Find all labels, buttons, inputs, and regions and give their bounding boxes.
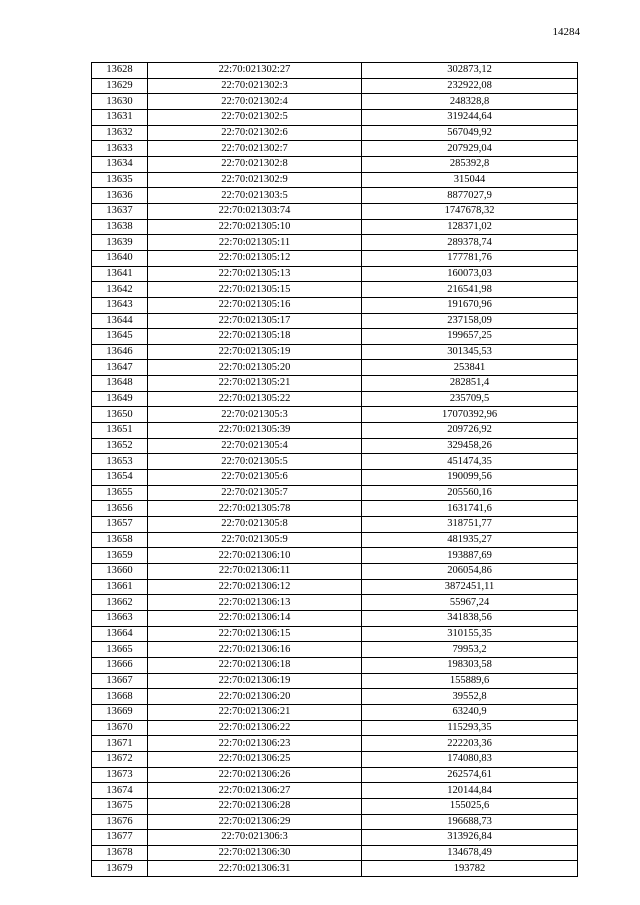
value-cell: 198303,58 (362, 657, 578, 673)
cadastral-number-cell: 22:70:021306:19 (148, 673, 362, 689)
row-number-cell: 13664 (92, 626, 148, 642)
row-number-cell: 13678 (92, 845, 148, 861)
row-number-cell: 13630 (92, 94, 148, 110)
cadastral-number-cell: 22:70:021306:18 (148, 657, 362, 673)
row-number-cell: 13659 (92, 548, 148, 564)
cadastral-number-cell: 22:70:021302:4 (148, 94, 362, 110)
table-row (92, 360, 578, 376)
value-cell: 289378,74 (362, 235, 578, 251)
value-cell: 193887,69 (362, 548, 578, 564)
row-number-cell: 13651 (92, 423, 148, 439)
cadastral-number-cell: 22:70:021305:19 (148, 344, 362, 360)
cadastral-number-cell: 22:70:021302:5 (148, 109, 362, 125)
value-cell: 193782 (362, 861, 578, 877)
cadastral-number-cell: 22:70:021305:5 (148, 454, 362, 470)
cadastral-number-cell: 22:70:021306:27 (148, 783, 362, 799)
value-cell: 1631741,6 (362, 501, 578, 517)
row-number-cell: 13676 (92, 814, 148, 830)
row-number-cell: 13649 (92, 391, 148, 407)
table-row (92, 626, 578, 642)
value-cell: 216541,98 (362, 282, 578, 298)
row-number-cell: 13634 (92, 156, 148, 172)
table-row (92, 595, 578, 611)
row-number-cell: 13679 (92, 861, 148, 877)
cadastral-number-cell: 22:70:021302:27 (148, 63, 362, 79)
cadastral-number-cell: 22:70:021305:8 (148, 517, 362, 533)
page-number: 14284 (552, 26, 580, 38)
table-row (92, 736, 578, 752)
table-row (92, 94, 578, 110)
value-cell: 120144,84 (362, 783, 578, 799)
table-row (92, 830, 578, 846)
table-row (92, 845, 578, 861)
cadastral-number-cell: 22:70:021305:6 (148, 470, 362, 486)
row-number-cell: 13629 (92, 78, 148, 94)
table-row (92, 250, 578, 266)
table-row (92, 423, 578, 439)
table-row (92, 689, 578, 705)
cadastral-number-cell: 22:70:021305:4 (148, 438, 362, 454)
row-number-cell: 13636 (92, 188, 148, 204)
cadastral-number-cell: 22:70:021306:28 (148, 798, 362, 814)
cadastral-number-cell: 22:70:021302:9 (148, 172, 362, 188)
row-number-cell: 13670 (92, 720, 148, 736)
cadastral-number-cell: 22:70:021305:78 (148, 501, 362, 517)
row-number-cell: 13665 (92, 642, 148, 658)
table-row (92, 798, 578, 814)
row-number-cell: 13644 (92, 313, 148, 329)
value-cell: 1747678,32 (362, 203, 578, 219)
value-cell: 329458,26 (362, 438, 578, 454)
row-number-cell: 13663 (92, 610, 148, 626)
value-cell: 209726,92 (362, 423, 578, 439)
cadastral-number-cell: 22:70:021302:8 (148, 156, 362, 172)
value-cell: 285392,8 (362, 156, 578, 172)
value-cell: 79953,2 (362, 642, 578, 658)
value-cell: 262574,61 (362, 767, 578, 783)
value-cell: 301345,53 (362, 344, 578, 360)
row-number-cell: 13638 (92, 219, 148, 235)
cadastral-number-cell: 22:70:021303:5 (148, 188, 362, 204)
row-number-cell: 13668 (92, 689, 148, 705)
row-number-cell: 13658 (92, 532, 148, 548)
row-number-cell: 13660 (92, 564, 148, 580)
table-row (92, 219, 578, 235)
value-cell: 8877027,9 (362, 188, 578, 204)
value-cell: 160073,03 (362, 266, 578, 282)
value-cell: 315044 (362, 172, 578, 188)
cadastral-number-cell: 22:70:021306:3 (148, 830, 362, 846)
row-number-cell: 13654 (92, 470, 148, 486)
row-number-cell: 13628 (92, 63, 148, 79)
table-row (92, 172, 578, 188)
row-number-cell: 13635 (92, 172, 148, 188)
row-number-cell: 13643 (92, 297, 148, 313)
row-number-cell: 13657 (92, 517, 148, 533)
table-row (92, 78, 578, 94)
cadastral-number-cell: 22:70:021305:22 (148, 391, 362, 407)
cadastral-number-cell: 22:70:021306:11 (148, 564, 362, 580)
cadastral-number-cell: 22:70:021305:39 (148, 423, 362, 439)
value-cell: 17070392,96 (362, 407, 578, 423)
row-number-cell: 13673 (92, 767, 148, 783)
value-cell: 341838,56 (362, 610, 578, 626)
value-cell: 237158,09 (362, 313, 578, 329)
value-cell: 253841 (362, 360, 578, 376)
cadastral-number-cell: 22:70:021303:74 (148, 203, 362, 219)
table-row (92, 861, 578, 877)
cadastral-number-cell: 22:70:021305:9 (148, 532, 362, 548)
cadastral-number-cell: 22:70:021305:21 (148, 376, 362, 392)
cadastral-number-cell: 22:70:021306:14 (148, 610, 362, 626)
row-number-cell: 13672 (92, 751, 148, 767)
table-row (92, 610, 578, 626)
row-number-cell: 13656 (92, 501, 148, 517)
cadastral-number-cell: 22:70:021306:13 (148, 595, 362, 611)
value-cell: 190099,56 (362, 470, 578, 486)
cadastral-number-cell: 22:70:021305:13 (148, 266, 362, 282)
table-row (92, 235, 578, 251)
value-cell: 196688,73 (362, 814, 578, 830)
table-row (92, 109, 578, 125)
table-row (92, 704, 578, 720)
table-row (92, 313, 578, 329)
row-number-cell: 13674 (92, 783, 148, 799)
row-number-cell: 13648 (92, 376, 148, 392)
table-row (92, 156, 578, 172)
value-cell: 155889,6 (362, 673, 578, 689)
table-row (92, 767, 578, 783)
row-number-cell: 13646 (92, 344, 148, 360)
table-row (92, 344, 578, 360)
value-cell: 567049,92 (362, 125, 578, 141)
row-number-cell: 13632 (92, 125, 148, 141)
table-row (92, 282, 578, 298)
table-row (92, 657, 578, 673)
value-cell: 318751,77 (362, 517, 578, 533)
data-table (91, 62, 578, 877)
cadastral-number-cell: 22:70:021305:11 (148, 235, 362, 251)
table-body (92, 63, 578, 877)
cadastral-number-cell: 22:70:021305:17 (148, 313, 362, 329)
cadastral-number-cell: 22:70:021306:31 (148, 861, 362, 877)
value-cell: 39552,8 (362, 689, 578, 705)
value-cell: 248328,8 (362, 94, 578, 110)
row-number-cell: 13641 (92, 266, 148, 282)
value-cell: 222203,36 (362, 736, 578, 752)
table-row (92, 501, 578, 517)
cadastral-number-cell: 22:70:021302:7 (148, 141, 362, 157)
table-row (92, 376, 578, 392)
cadastral-number-cell: 22:70:021305:15 (148, 282, 362, 298)
value-cell: 174080,83 (362, 751, 578, 767)
table-row (92, 783, 578, 799)
row-number-cell: 13633 (92, 141, 148, 157)
table-row (92, 297, 578, 313)
table-row (92, 454, 578, 470)
cadastral-number-cell: 22:70:021306:15 (148, 626, 362, 642)
cadastral-number-cell: 22:70:021306:12 (148, 579, 362, 595)
row-number-cell: 13652 (92, 438, 148, 454)
table-row (92, 63, 578, 79)
cadastral-number-cell: 22:70:021305:7 (148, 485, 362, 501)
row-number-cell: 13650 (92, 407, 148, 423)
table-row (92, 548, 578, 564)
value-cell: 451474,35 (362, 454, 578, 470)
value-cell: 3872451,11 (362, 579, 578, 595)
cadastral-number-cell: 22:70:021302:6 (148, 125, 362, 141)
row-number-cell: 13653 (92, 454, 148, 470)
row-number-cell: 13669 (92, 704, 148, 720)
cadastral-number-cell: 22:70:021305:10 (148, 219, 362, 235)
value-cell: 282851,4 (362, 376, 578, 392)
value-cell: 206054,86 (362, 564, 578, 580)
table-row (92, 391, 578, 407)
value-cell: 205560,16 (362, 485, 578, 501)
cadastral-number-cell: 22:70:021306:20 (148, 689, 362, 705)
row-number-cell: 13645 (92, 329, 148, 345)
table-row (92, 266, 578, 282)
value-cell: 313926,84 (362, 830, 578, 846)
value-cell: 191670,96 (362, 297, 578, 313)
row-number-cell: 13671 (92, 736, 148, 752)
value-cell: 177781,76 (362, 250, 578, 266)
value-cell: 207929,04 (362, 141, 578, 157)
value-cell: 481935,27 (362, 532, 578, 548)
table-row (92, 141, 578, 157)
table-row (92, 470, 578, 486)
cadastral-number-cell: 22:70:021306:29 (148, 814, 362, 830)
row-number-cell: 13661 (92, 579, 148, 595)
table-row (92, 673, 578, 689)
cadastral-number-cell: 22:70:021306:23 (148, 736, 362, 752)
cadastral-number-cell: 22:70:021306:10 (148, 548, 362, 564)
row-number-cell: 13667 (92, 673, 148, 689)
value-cell: 134678,49 (362, 845, 578, 861)
cadastral-number-cell: 22:70:021306:26 (148, 767, 362, 783)
table-row (92, 579, 578, 595)
cadastral-number-cell: 22:70:021306:30 (148, 845, 362, 861)
cadastral-number-cell: 22:70:021305:20 (148, 360, 362, 376)
cadastral-number-cell: 22:70:021305:12 (148, 250, 362, 266)
table-row (92, 203, 578, 219)
table-row (92, 329, 578, 345)
cadastral-number-cell: 22:70:021302:3 (148, 78, 362, 94)
cadastral-number-cell: 22:70:021305:3 (148, 407, 362, 423)
value-cell: 199657,25 (362, 329, 578, 345)
cadastral-number-cell: 22:70:021305:18 (148, 329, 362, 345)
value-cell: 235709,5 (362, 391, 578, 407)
row-number-cell: 13642 (92, 282, 148, 298)
cadastral-number-cell: 22:70:021306:16 (148, 642, 362, 658)
row-number-cell: 13675 (92, 798, 148, 814)
value-cell: 155025,6 (362, 798, 578, 814)
table-row (92, 751, 578, 767)
cadastral-number-cell: 22:70:021305:16 (148, 297, 362, 313)
row-number-cell: 13655 (92, 485, 148, 501)
table-row (92, 564, 578, 580)
cadastral-number-cell: 22:70:021306:22 (148, 720, 362, 736)
row-number-cell: 13647 (92, 360, 148, 376)
value-cell: 319244,64 (362, 109, 578, 125)
value-cell: 310155,35 (362, 626, 578, 642)
table-row (92, 407, 578, 423)
row-number-cell: 13640 (92, 250, 148, 266)
row-number-cell: 13631 (92, 109, 148, 125)
row-number-cell: 13662 (92, 595, 148, 611)
table-row (92, 642, 578, 658)
table-row (92, 517, 578, 533)
value-cell: 302873,12 (362, 63, 578, 79)
table-row (92, 438, 578, 454)
value-cell: 232922,08 (362, 78, 578, 94)
table-row (92, 485, 578, 501)
row-number-cell: 13639 (92, 235, 148, 251)
value-cell: 115293,35 (362, 720, 578, 736)
row-number-cell: 13666 (92, 657, 148, 673)
value-cell: 128371,02 (362, 219, 578, 235)
table-row (92, 188, 578, 204)
value-cell: 63240,9 (362, 704, 578, 720)
value-cell: 55967,24 (362, 595, 578, 611)
cadastral-number-cell: 22:70:021306:25 (148, 751, 362, 767)
table-row (92, 532, 578, 548)
table-row (92, 125, 578, 141)
row-number-cell: 13677 (92, 830, 148, 846)
table-row (92, 720, 578, 736)
table-row (92, 814, 578, 830)
cadastral-number-cell: 22:70:021306:21 (148, 704, 362, 720)
row-number-cell: 13637 (92, 203, 148, 219)
